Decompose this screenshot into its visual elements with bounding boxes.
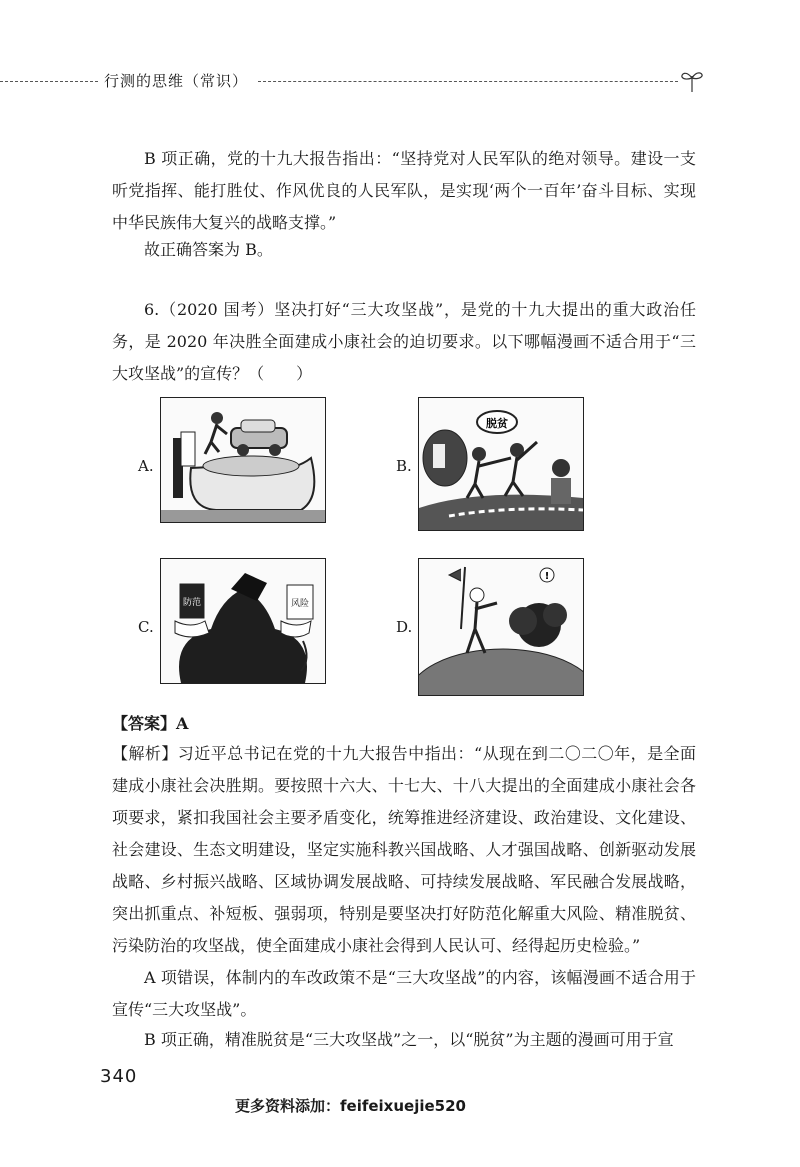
exclamation-icon: !	[544, 571, 550, 582]
option-b-label: B.	[396, 457, 412, 475]
sprout-icon	[678, 66, 706, 94]
analysis-paragraph: 【解析】习近平总书记在党的十九大报告中指出：“从现在到二〇二〇年，是全面建成小康社会决胜期。要按照十六大、十七大、十八大提出的全面建成小康社会各项要求，紧扣我国社会主要矛盾变化，统筹推进经济建设、政治建设、文化建设、社会建设、生态文明建设，坚定实施科教兴国战略、人才强国战略、创新驱动发展战略、乡村振兴战略、区域协调发展战略、可持续发展战略、军民融合发展战略，突出抓重点、补短板、强弱项，特别是要坚决打好防范化解重大风险、精准脱贫、污染防治的攻坚战，使全面建成小康社会得到人民认可、经得起历史检验。”	[112, 744, 696, 955]
risk-prevention-cartoon	[160, 558, 326, 684]
car-on-ingot-cartoon	[160, 397, 326, 523]
header-rule-left	[0, 81, 98, 82]
option-d-label: D.	[396, 618, 413, 636]
b-answer-line: 故正确答案为 B。	[144, 240, 273, 259]
speech-bubble-text: 脱贫	[486, 417, 508, 430]
option-c-label: C.	[138, 618, 154, 636]
option-a-label: A.	[138, 457, 154, 475]
pollution-control-cartoon	[418, 558, 584, 696]
header-rule-right	[258, 81, 678, 82]
option-b-correct: B 项正确，精准脱贫是“三大攻坚战”之一，以“脱贫”为主题的漫画可用于宣	[144, 1030, 674, 1049]
poverty-alleviation-cartoon	[418, 397, 584, 531]
answer-label: 【答案】A	[112, 714, 189, 733]
running-header	[0, 66, 800, 96]
option-a-wrong: A 项错误，体制内的车改政策不是“三大攻坚战”的内容，该幅漫画不适合用于宣传“三大攻坚战”。	[112, 968, 696, 1019]
b-explanation: B 项正确，党的十九大报告指出：“坚持党对人民军队的绝对领导。建设一支听党指挥、能打胜仗、作风优良的人民军队，是实现‘两个一百年’奋斗目标、实现中华民族伟大复兴的战略支撑。”	[112, 149, 696, 232]
page-number: 340	[100, 1066, 138, 1087]
footer-ad: 更多资料添加：feifeixuejie520	[235, 1097, 466, 1115]
question-6: 6.（2020 国考）坚决打好“三大攻坚战”，是党的十九大提出的重大政治任务，是 2020 年决胜全面建成小康社会的迫切要求。以下哪幅漫画不适合用于“三大攻坚战”的宣传？（ ）	[112, 300, 696, 383]
header-title: 行测的思维（常识）	[104, 72, 249, 90]
fangfan-sign-text: 防范	[182, 598, 202, 608]
fengxian-sign-text: 风险	[290, 599, 310, 609]
